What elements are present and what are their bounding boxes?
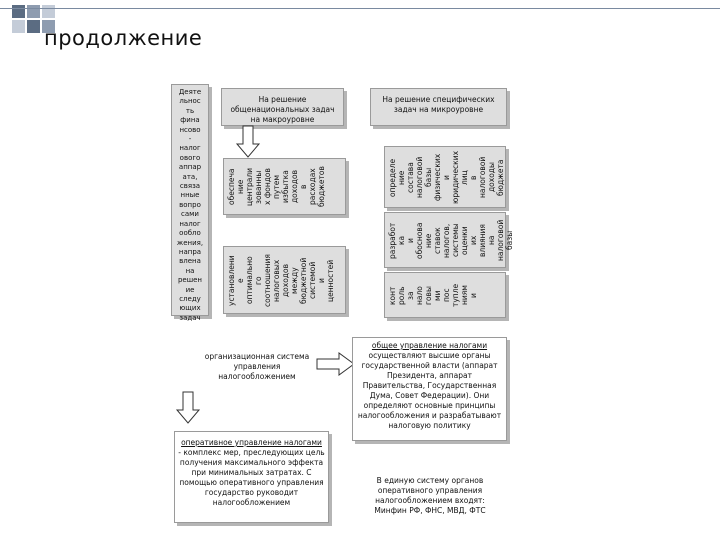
arrow-down-org-icon xyxy=(176,392,200,424)
macro-col-1-text: обеспеча ние централи зованны х фондов путем избытка доходов в расходах бюджетов xyxy=(227,166,326,208)
micro-col-3 xyxy=(384,272,506,318)
micro-header-box xyxy=(370,88,507,126)
arrow-down-macro-icon xyxy=(236,126,260,158)
deco-square-2 xyxy=(27,5,40,18)
left-panel-text: Деяте льнос ть фина нсово - налог ового аппар ата, связа нные вопро сами налог ообло жения, напра влена на решен ие следу ющих задач xyxy=(176,88,204,322)
left-panel xyxy=(171,84,209,322)
micro-header-text: На решение специфических задач на микроуровне xyxy=(382,95,495,114)
macro-col-2 xyxy=(223,246,346,314)
operational-management-title: оперативное управление налогами xyxy=(181,438,322,447)
org-system-text: организационная система управления налогообложением xyxy=(204,352,310,381)
macro-col-2-text: установлени е оптимально го соотношения налоговых доходов между бюджетной системой и ценностей xyxy=(227,254,335,307)
general-management-box xyxy=(352,337,507,441)
operational-management-box xyxy=(174,431,329,523)
micro-col-3-text: конт роль за нало говы ми пос тупле ниям и xyxy=(388,283,478,308)
deco-square-3 xyxy=(42,5,55,18)
deco-square-5 xyxy=(12,20,25,33)
arrow-right-icon xyxy=(317,352,355,376)
micro-col-1 xyxy=(384,146,506,208)
bottom-note-text: В единую систему органов оперативного управления налогообложением входят: Минфин РФ, ФНС, МВД, ФТС xyxy=(374,476,486,515)
micro-col-2 xyxy=(384,212,514,268)
title-rule xyxy=(0,8,720,9)
general-management-title: общее управление налогами xyxy=(371,341,488,350)
macro-col-1 xyxy=(223,158,346,215)
deco-square-4 xyxy=(27,20,40,33)
macro-header-text: На решение общенациональных задач на макроуровне xyxy=(230,95,335,124)
slide-title: продолжение xyxy=(44,26,203,50)
deco-square-1 xyxy=(12,5,25,18)
micro-col-2-text: разработ ка и обоснова ние ставок налогов, системы оценки их влияния на налоговой базы xyxy=(388,219,514,262)
macro-header-box xyxy=(221,88,344,126)
operational-management-text: - комплекс мер, преследующих цель получения максимального эффекта при минимальных затратах. С помощью оперативного управления государство руководит налогообложением xyxy=(178,448,325,507)
micro-col-1-text: определе ние состава налоговой базы физических и юридических лиц в налоговой доходы бюджета xyxy=(388,150,505,205)
general-management-text: осуществляют высшие органы государственной власти (аппарат Президента, аппарат Правительства, Государственная Дума, Совет Федерации). Они определяют основные принципы налогообложения и разрабатывают налоговую политику xyxy=(357,351,502,430)
